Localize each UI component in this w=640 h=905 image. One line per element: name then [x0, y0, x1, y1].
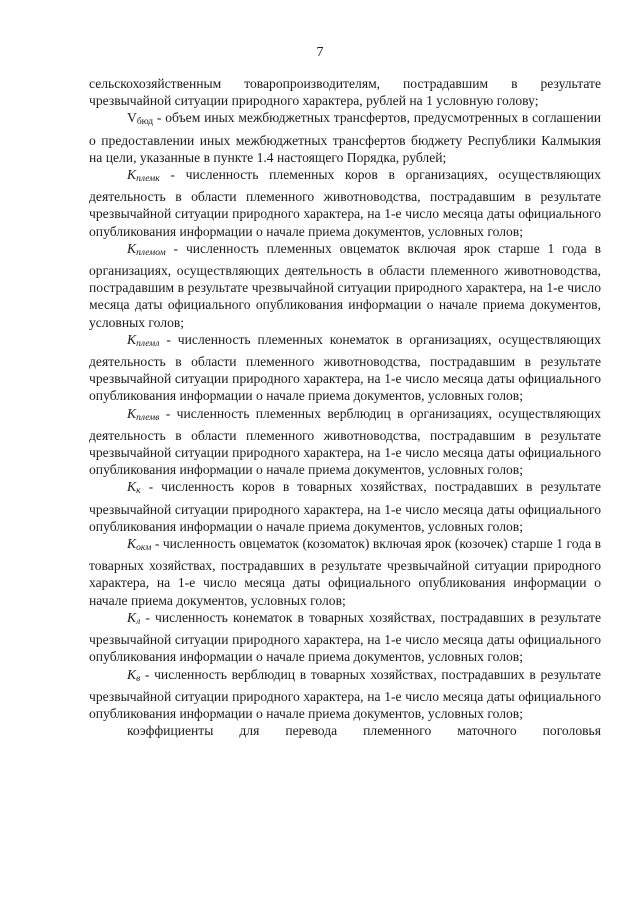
paragraph [89, 240, 601, 331]
formula-symbol: K [127, 167, 137, 183]
page-number: 7 [316, 45, 324, 60]
formula-subscript: бюд [136, 117, 154, 128]
formula-symbol: V [127, 110, 137, 126]
paragraph-text: - численность племенных верблюдиц в организациях, осуществляющих деятельность в области племенного животноводства, пострадавшим в результате чрезвычайной ситуации природного характера, на 1-е число месяца даты официального опубликования информации о начале приема документов, условных голов; [89, 405, 601, 478]
paragraph-text: - численность овцематок (козоматок) включая ярок (козочек) старше 1 года в товарных хозяйствах, пострадавших в результате чрезвычайной ситуации природного характера, на 1-е число месяца даты официального опубликования информации о начале приема документов, условных голов; [89, 536, 601, 608]
formula-symbol: K [127, 479, 137, 495]
paragraph-text: - численность племенных овцематок включая ярок старше 1 года в организациях, осуществляющих деятельность в области племенного животноводства, пострадавшим в результате чрезвычайной ситуации природного характера, на 1-е число месяца даты официального опубликования информации о начале приема документов, условных голов; [89, 240, 601, 330]
paragraph [89, 166, 601, 240]
formula-symbol: K [127, 536, 137, 552]
paragraph-text: сельскохозяйственным товаропроизводителям, пострадавшим в результате чрезвычайной ситуации природного характера, рублей на 1 условную голову; [89, 76, 601, 109]
formula-subscript: племом [136, 247, 166, 258]
formula-subscript: племк [136, 174, 160, 185]
paragraph-text: коэффициенты для перевода племенного маточного поголовья [127, 723, 601, 739]
paragraph [89, 535, 601, 609]
formula-subscript: окм [136, 543, 152, 554]
formula-subscript: в [136, 673, 141, 684]
formula-subscript: л [136, 616, 141, 627]
paragraph-text: - численность племенных коров в организациях, осуществляющих деятельность в области племенного животноводства, пострадавшим в результате чрезвычайной ситуации природного характера, на 1-е число месяца даты официального опубликования информации о начале приема документов, условных голов; [89, 167, 601, 239]
document-body [89, 75, 601, 739]
paragraph-text: - численность верблюдиц в товарных хозяйствах, пострадавших в результате чрезвычайной ситуации природного характера, на 1-е число месяца даты официального опубликования информации о начале приема документов, условных голов; [89, 666, 601, 721]
paragraph [89, 75, 601, 109]
formula-symbol: K [127, 666, 137, 682]
paragraph [89, 405, 601, 479]
paragraph-text: - численность племенных конематок в организациях, осуществляющих деятельность в области племенного животноводства, пострадавшим в результате чрезвычайной ситуации природного характера, на 1-е число месяца даты официального опубликования информации о начале приема документов, условных голов; [89, 331, 601, 404]
formula-symbol: K [127, 240, 137, 256]
formula-subscript: племл [136, 338, 160, 349]
formula-subscript: племв [136, 412, 160, 423]
paragraph [89, 666, 601, 723]
paragraph [89, 722, 601, 739]
paragraph-text: - объем иных межбюджетных трансфертов, предусмотренных в соглашении о предоставлении иных межбюджетных трансфертов бюджету Республики Калмыкия на цели, указанные в пункте 1.4 настоящего Порядка, рублей; [89, 110, 601, 165]
paragraph [89, 331, 601, 405]
formula-symbol: K [127, 609, 137, 625]
paragraph-text: - численность коров в товарных хозяйствах, пострадавших в результате чрезвычайной ситуации природного характера, на 1-е число месяца даты официального опубликования информации о начале приема документов, условных голов; [89, 479, 601, 534]
formula-symbol: K [127, 405, 137, 421]
formula-subscript: к [136, 486, 141, 497]
paragraph-text: - численность конематок в товарных хозяйствах, пострадавших в результате чрезвычайной ситуации природного характера, на 1-е число месяца даты официального опубликования информации о начале приема документов, условных голов; [89, 609, 601, 665]
paragraph [89, 478, 601, 535]
paragraph [89, 609, 601, 666]
paragraph [89, 109, 601, 166]
formula-symbol: K [127, 331, 137, 347]
